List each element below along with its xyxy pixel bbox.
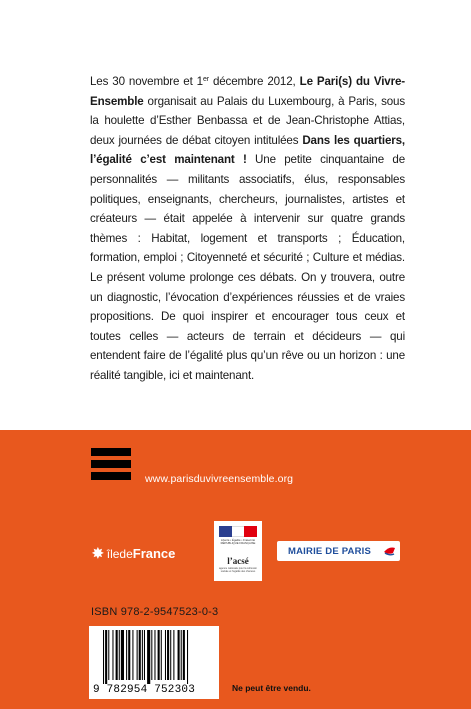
equals-bars-logo bbox=[91, 448, 131, 484]
barcode bbox=[89, 626, 219, 699]
barcode-bar bbox=[170, 630, 171, 680]
ile-de-france-logo bbox=[92, 545, 175, 562]
barcode-bar bbox=[116, 630, 118, 680]
paris-ship-icon bbox=[383, 544, 396, 557]
blurb-text-2: décembre 2012, bbox=[208, 75, 300, 88]
barcode-bar bbox=[144, 630, 145, 680]
barcode-bar bbox=[103, 630, 104, 684]
idf-logo-ile: îlede bbox=[106, 546, 133, 561]
mairie-de-paris-text: MAIRIE DE PARIS bbox=[288, 545, 372, 557]
barcode-bar bbox=[154, 630, 155, 680]
barcode-bar bbox=[126, 630, 127, 680]
barcode-bar bbox=[108, 630, 109, 680]
barcode-bar bbox=[119, 630, 120, 680]
bar-2 bbox=[91, 460, 131, 468]
bar-3 bbox=[91, 472, 131, 480]
republique-text: Liberté • Égalité • Fraternité RÉPUBLIQUE FRANÇAISE bbox=[220, 538, 256, 546]
star-icon: ✸ bbox=[92, 545, 104, 561]
isbn-label: ISBN 978-2-9547523-0-3 bbox=[91, 606, 219, 618]
barcode-bar bbox=[105, 630, 107, 684]
barcode-bar bbox=[128, 630, 130, 680]
barcode-bar bbox=[173, 630, 174, 680]
not-for-sale-notice: Ne peut être vendu. bbox=[232, 683, 311, 693]
barcode-bar bbox=[142, 630, 143, 680]
blurb-text-1: Les 30 novembre et 1 bbox=[90, 75, 203, 88]
barcode-bar bbox=[137, 630, 138, 680]
barcode-bar bbox=[132, 630, 133, 680]
barcode-bar bbox=[151, 630, 152, 680]
blurb-bold-title: Le Pari(s) du Vivre-Ensemble bbox=[90, 75, 405, 108]
barcode-bar bbox=[161, 630, 162, 680]
blurb-text-3: organisait au Palais du Luxembourg, à Paris, sous la houlette d’Esther Benbassa et de Jean-Christophe Attias, deux journées de débat citoyen intitulées bbox=[90, 94, 405, 147]
barcode-bar bbox=[139, 630, 141, 680]
barcode-bar bbox=[187, 630, 188, 684]
barcode-number: 9 782954 752303 bbox=[93, 684, 196, 696]
acse-wordmark: l’acsé bbox=[227, 556, 249, 566]
barcode-bar bbox=[167, 630, 169, 680]
barcode-bar bbox=[112, 630, 113, 680]
blurb-superscript: er bbox=[202, 76, 209, 83]
back-cover-blurb bbox=[90, 72, 405, 386]
blurb-bold-event: Dans les quartiers, l’égalité c’est maintenant ! bbox=[90, 133, 405, 167]
republique-acse-logo bbox=[214, 521, 262, 581]
barcode-bars bbox=[103, 630, 211, 684]
french-flag-icon bbox=[219, 526, 257, 537]
barcode-bar bbox=[181, 630, 182, 680]
barcode-bar bbox=[158, 630, 160, 680]
acse-subtitle: agence nationale pour la cohésion sociale et l’égalité des chances bbox=[218, 567, 258, 573]
idf-logo-france: France bbox=[132, 546, 176, 561]
barcode-bar bbox=[165, 630, 166, 680]
barcode-bar bbox=[178, 630, 180, 680]
website-link[interactable]: www.parisduvivreensemble.org bbox=[145, 473, 294, 485]
barcode-bar bbox=[147, 630, 150, 684]
bar-1 bbox=[91, 448, 131, 456]
barcode-bar bbox=[183, 630, 185, 680]
barcode-bar bbox=[121, 630, 124, 680]
blurb-text-4: Une petite cinquantaine de personnalités — militants associatifs, élus, responsables politiques, enseignants, chercheurs, journalistes, artistes et créateurs — était appelée à intervenir sur quatre grands thèmes : Habitat, logement et transports ; Éducation, formation, emploi ; Citoyenneté et sécurité ; Culture et médias. Le présent volume prolonge ces débats. On y trouvera, outre un diagnostic, l’évocation d’expériences réussies et de vraies propositions. De quoi inspirer et encourager tous ceux et toutes celles — acteurs de terrain et décideurs — qui entendent faire de l’égalité plus qu’un rêve ou un horizon : une réalité tangible, ici et maintenant. bbox=[90, 153, 405, 382]
mairie-de-paris-logo bbox=[277, 541, 400, 561]
